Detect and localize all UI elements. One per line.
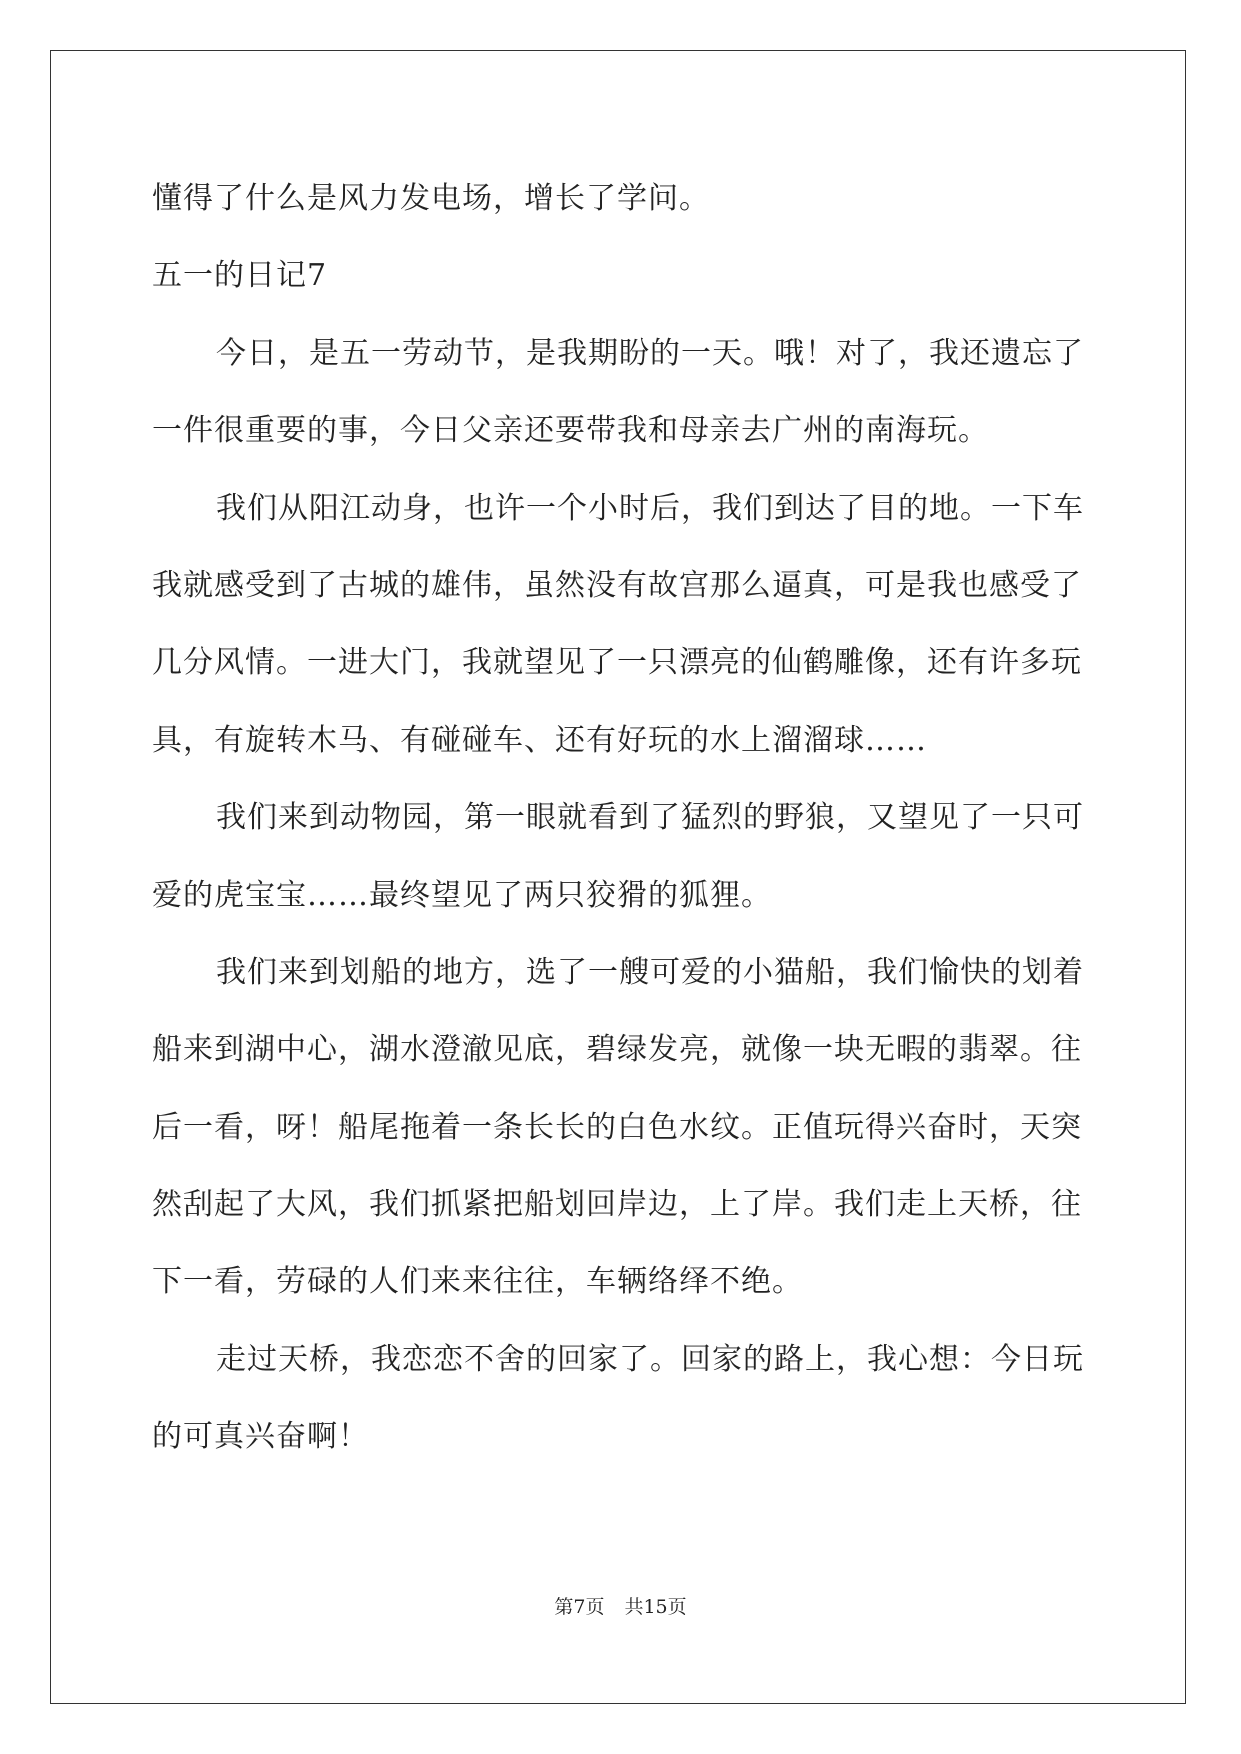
text-line: 船来到湖中心，湖水澄澈见底，碧绿发亮，就像一块无暇的翡翠。往: [152, 1032, 1082, 1068]
text-line: 后一看，呀！船尾拖着一条长长的白色水纹。正值玩得兴奋时，天突: [152, 1109, 1082, 1145]
text-line: 我们从阳江动身，也许一个小时后，我们到达了目的地。一下车: [216, 490, 1084, 526]
page-total: 共15页: [624, 1596, 687, 1618]
section-title: 五一的日记7: [152, 258, 328, 294]
text-line: 我们来到划船的地方，选了一艘可爱的小猫船，我们愉快的划着: [216, 954, 1084, 990]
text-line: 一件很重要的事，今日父亲还要带我和母亲去广州的南海玩。: [152, 413, 989, 449]
text-line: 然刮起了大风，我们抓紧把船划回岸边，上了岸。我们走上天桥，往: [152, 1187, 1082, 1223]
document-body: [152, 160, 1092, 1476]
page-footer: [0, 1592, 1241, 1619]
text-line: 走过天桥，我恋恋不舍的回家了。回家的路上，我心想：今日玩: [216, 1341, 1084, 1377]
text-line: 爱的虎宝宝……最终望见了两只狡猾的狐狸。: [152, 877, 772, 913]
text-line: 下一看，劳碌的人们来来往往，车辆络绎不绝。: [152, 1264, 803, 1300]
text-line: 今日，是五一劳动节，是我期盼的一天。哦！对了，我还遗忘了: [216, 335, 1084, 371]
text-line: 懂得了什么是风力发电场，增长了学问。: [152, 181, 710, 216]
text-line: 具，有旋转木马、有碰碰车、还有好玩的水上溜溜球……: [152, 722, 927, 758]
text-line: 的可真兴奋啊！: [152, 1419, 369, 1455]
text-line: 我就感受到了古城的雄伟，虽然没有故宫那么逼真，可是我也感受了: [152, 567, 1082, 603]
text-line: 几分风情。一进大门，我就望见了一只漂亮的仙鹤雕像，还有许多玩: [152, 645, 1082, 681]
text-line: 我们来到动物园，第一眼就看到了猛烈的野狼，又望见了一只可: [216, 800, 1084, 836]
page-number: 第7页: [554, 1596, 605, 1618]
